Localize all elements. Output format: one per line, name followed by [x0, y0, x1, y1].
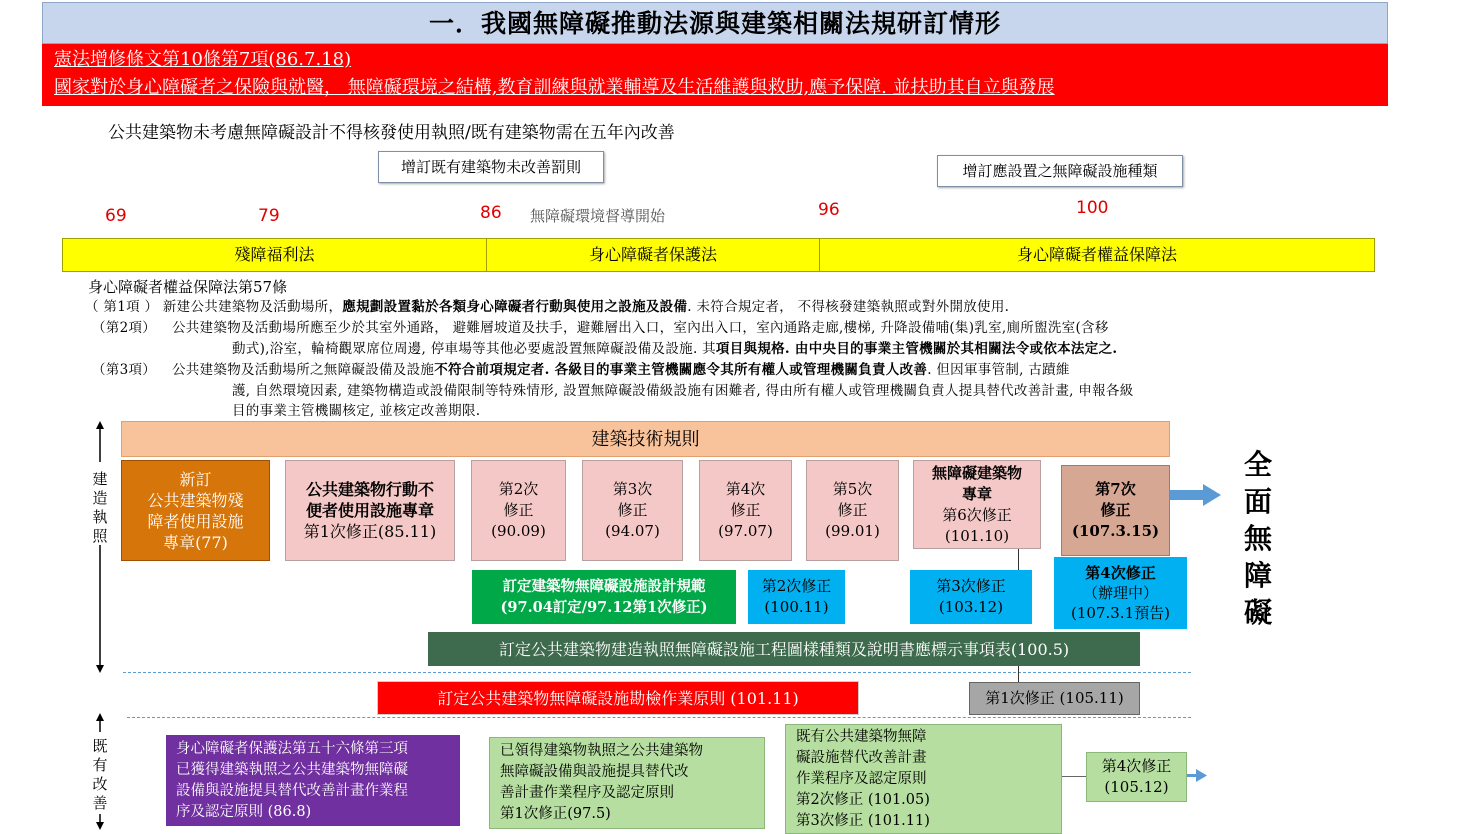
box-line: （辦理中）	[1082, 584, 1158, 602]
box-line: 修正	[617, 501, 648, 519]
design-spec-rev3-box	[910, 570, 1032, 624]
callout-penalty: 增訂既有建築物未改善罰則	[378, 151, 604, 183]
side-char: 照	[92, 527, 108, 545]
box-line: 第2次修正	[761, 577, 832, 595]
year-79: 79	[258, 206, 280, 226]
article-item-1	[85, 297, 1009, 317]
drawing-items-box: 訂定公共建築物建造執照無障礙設施工程圖樣種類及說明書應標示事項表(100.5)	[428, 632, 1140, 666]
alternative-plan-principle-box	[166, 735, 460, 826]
side-char: 既	[92, 737, 108, 755]
box-line: 第2次	[498, 480, 539, 498]
box-line: 第4次修正	[1085, 564, 1156, 582]
box-line: 公共建築物殘	[147, 490, 244, 510]
side-label-building-permit	[90, 470, 110, 546]
year-96: 96	[818, 200, 840, 220]
inspection-principle-box: 訂定公共建築物無障礙設施勘檢作業原則 (101.11)	[377, 681, 859, 715]
revision-2-box	[471, 460, 566, 561]
item1-text-b: 應規劃設置黏於各類身心障礙者行動與使用之設施及設備	[342, 299, 688, 315]
box-line: (99.01)	[825, 522, 880, 540]
year-69: 69	[105, 206, 127, 226]
item2-text-b: 項目與規格. 由中央目的事業主管機關於其相關法令或依本法定之.	[715, 341, 1118, 357]
law-disabled-protection: 身心障礙者保護法	[486, 238, 820, 272]
box-line: 便者使用設施專章	[305, 501, 434, 520]
alternative-plan-rev4-box	[1086, 752, 1187, 802]
box-line: 修正	[837, 501, 868, 519]
box-line: (107.3.15)	[1071, 522, 1160, 540]
constitution-banner	[42, 44, 1388, 106]
box-line: 第7次	[1095, 480, 1136, 498]
box-line: 善計畫作業程序及認定原則	[500, 785, 674, 801]
side-char: 建	[92, 470, 108, 488]
box-line: 第3次	[612, 480, 653, 498]
box-line: 修正	[503, 501, 534, 519]
connector-line	[1018, 549, 1019, 570]
box-line: (101.10)	[944, 526, 1010, 545]
big-char: 無	[1243, 522, 1272, 555]
box-line: 訂定建築物無障礙設施設計規範	[502, 578, 706, 595]
box-line: 既有公共建築物無障	[796, 728, 927, 745]
year-100: 100	[1076, 198, 1109, 218]
item2-label: （第2項）	[92, 320, 157, 336]
law-rights-protection: 身心障礙者權益保障法	[819, 238, 1375, 272]
item3-text-a: 公共建築物及活動場所之無障礙設備及設施	[172, 362, 435, 378]
item1-text-a: 新建公共建築物及活動場所，	[162, 299, 343, 315]
item1-label: （ 第1項 ）	[85, 299, 159, 315]
separator-2	[127, 717, 1191, 718]
box-line: 新訂	[179, 469, 212, 489]
alternative-plan-rev1-box	[489, 737, 765, 829]
box-line: 無障礙設備與設施提具替代改	[500, 764, 689, 780]
box-line: (100.11)	[764, 598, 829, 616]
side-char: 改	[92, 775, 108, 793]
item3-line-1	[172, 360, 1070, 380]
revision-5-box	[806, 460, 899, 561]
box-line: 設備與設施提具替代改善計畫作業程	[176, 782, 408, 799]
box-line: 第5次	[832, 480, 873, 498]
design-spec-box	[472, 570, 736, 624]
big-char: 面	[1243, 485, 1272, 518]
separator-1	[123, 672, 1191, 673]
law-disability-welfare: 殘障福利法	[62, 238, 487, 272]
constitution-line-2: 國家對於身心障礙者之保險與就醫， 無障礙環境之結構,教育訓練與就業輔導及生活維護與救助,應予保障. 並扶助其自立與發展	[54, 77, 1055, 98]
box-line: 無障礙建築物	[931, 463, 1022, 482]
item3-line-2: 護, 自然環境因素, 建築物構造或設備限制等特殊情形, 設置無障礙設備級設施有困難者, 得由所有權人或管理機關負責人提具替代改善計畫, 申報各級	[232, 383, 1134, 399]
box-line: 作業程序及認定原則	[796, 770, 927, 787]
callout-facility-types: 增訂應設置之無障礙設施種類	[937, 155, 1183, 187]
box-line: (94.07)	[605, 522, 660, 540]
revision-3-box	[582, 460, 683, 561]
revision-7-box	[1061, 465, 1170, 556]
inspection-rev1-box: 第1次修正 (105.11)	[969, 682, 1140, 715]
revision-4-box	[699, 460, 792, 561]
item3-text-b: 不符合前項規定者. 各級目的事業主管機關應令其所有權人或管理機關負責人改善	[434, 362, 928, 378]
row5-arrow-head	[1196, 769, 1208, 782]
box-line: 第3次修正 (101.11)	[796, 812, 930, 829]
box-line: (97.07)	[718, 522, 773, 540]
year-86: 86	[480, 203, 502, 223]
revision-6-box	[913, 460, 1041, 549]
box-line: 第4次	[725, 480, 766, 498]
permit-vertical-arrow	[92, 420, 108, 675]
box-line: (103.12)	[938, 598, 1004, 616]
alternative-plan-rev23-box	[785, 724, 1062, 834]
box-line: 專章(77)	[163, 532, 228, 552]
box-line: 第4次修正	[1101, 757, 1172, 775]
box-line: (90.09)	[491, 522, 546, 540]
full-accessibility-label	[1238, 446, 1278, 631]
box-line: 修正	[730, 501, 761, 519]
box-line: 障者使用設施	[147, 511, 244, 531]
box-line: 序及認定原則 (86.8)	[176, 803, 312, 820]
box-line: 身心障礙者保護法第五十六條第三項	[176, 740, 408, 757]
box-line: 專章	[961, 484, 992, 503]
supervision-label: 無障礙環境督導開始	[530, 207, 666, 225]
box-line: 公共建築物行動不	[305, 480, 434, 499]
big-char: 全	[1243, 448, 1272, 481]
revision-1-box	[285, 460, 455, 561]
page-title: 一．我國無障礙推動法源與建築相關法規研訂情形	[42, 2, 1388, 44]
box-line: 修正	[1100, 501, 1131, 519]
box-line: (97.04訂定/97.12第1次修正)	[500, 599, 708, 616]
box-line: (105.12)	[1104, 778, 1169, 796]
connector-line	[1018, 666, 1019, 682]
side-char: 造	[92, 489, 108, 507]
side-label-existing	[90, 737, 110, 813]
side-char: 善	[92, 794, 108, 812]
item1-text-c: . 未符合規定者， 不得核發建築執照或對外開放使用.	[687, 299, 1010, 315]
side-char: 執	[92, 508, 108, 526]
box-line: 礙設施替代改善計畫	[796, 749, 927, 766]
row1-arrow-head	[1203, 484, 1223, 506]
box-line: (107.3.1預告)	[1071, 604, 1170, 622]
item3-label: （第3項）	[92, 362, 157, 378]
box-line: 第6次修正	[942, 505, 1012, 524]
box-line: 已獲得建築執照之公共建築物無障礙	[176, 761, 408, 778]
new-chapter-box	[121, 460, 270, 561]
box-line: 第1次修正(85.11)	[303, 522, 437, 541]
design-spec-rev4-box	[1054, 557, 1187, 629]
box-line: 第3次修正	[936, 577, 1006, 595]
box-line: 已領得建築物執照之公共建築物	[500, 743, 703, 759]
constitution-line-1: 憲法增修條文第10條第7項(86.7.18)	[54, 49, 352, 70]
connector-line	[1062, 776, 1086, 777]
item3-line-3: 目的事業主管機關核定, 並核定改善期限.	[232, 403, 481, 419]
technical-rules-header: 建築技術規則	[121, 421, 1170, 457]
item3-text-c: . 但因軍事管制, 古蹟維	[927, 362, 1070, 378]
big-char: 礙	[1243, 596, 1272, 629]
item2-line-2	[232, 339, 1117, 359]
item2-line-1: 公共建築物及活動場所應至少於其室外通路， 避難層坡道及扶手，避難層出入口，室內出入口，室內通路走廊,樓梯, 升降設備哺(集)乳室,廁所盥洗室(含移	[172, 320, 1109, 336]
item2-text-a: 動式),浴室，輪椅觀眾席位周邊, 停車場等其他必要處設置無障礙設備及設施. 其	[232, 341, 716, 357]
policy-statement: 公共建築物未考慮無障礙設計不得核發使用執照/既有建築物需在五年內改善	[108, 123, 675, 143]
box-line: 第2次修正 (101.05)	[796, 791, 930, 808]
big-char: 障	[1243, 559, 1272, 592]
side-char: 有	[92, 756, 108, 774]
article-heading: 身心障礙者權益保障法第57條	[88, 278, 288, 296]
box-line: 第1次修正(97.5)	[500, 806, 611, 822]
design-spec-rev2-box	[748, 570, 845, 624]
